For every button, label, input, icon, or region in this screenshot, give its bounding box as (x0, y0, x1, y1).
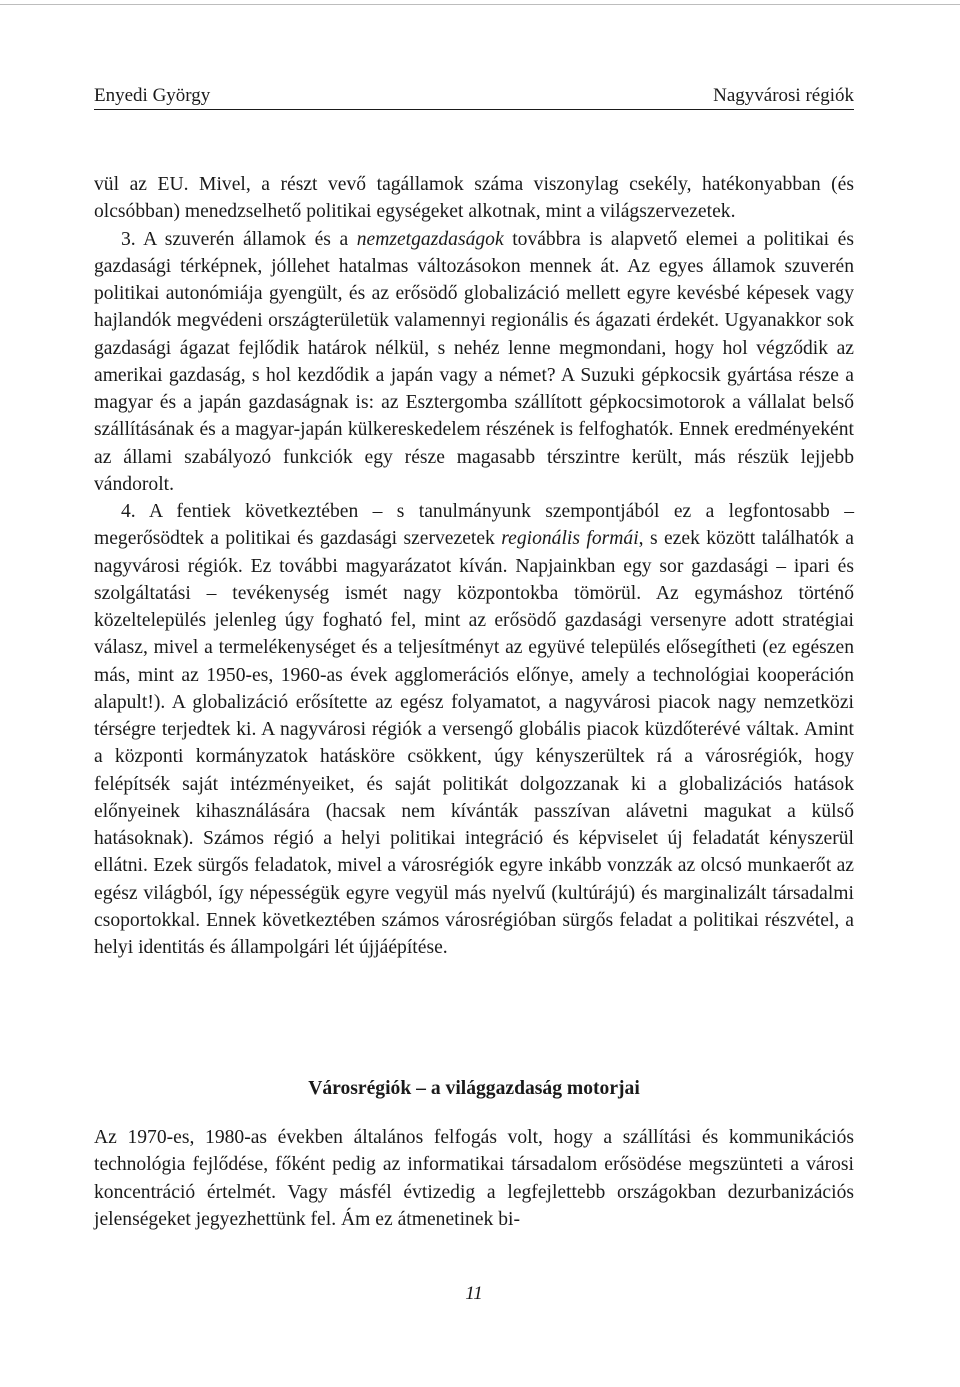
header-author: Enyedi György (94, 85, 211, 106)
emphasis-text: regionális formái (501, 528, 639, 550)
body-text (94, 171, 854, 961)
running-header (94, 81, 854, 110)
emphasis-text: nemzetgazdaságok (356, 228, 504, 250)
paragraph-text: , s ezek között találhatók a nagyvárosi régiók. Ez további magyarázatot kíván. Napjainkban egy sor gazdasági – ipari és szolgáltatási – tevékenység ismét nagy központokba tömörül. Az egymáshoz történő közeltelepülés jelenleg úgy fogható fel, mint az erősödő gazdasági versenyre adott stratégiai válasz, mivel a termelékenységet és a teljesítményt az együvé település elősegítheti (ez egészen más, mint az 1950-es, 1960-as évek agglomerációs előnye, amely a technológiai kooperáción alapult!). A globalizáció erősítette az egész folyamatot, a nagyvárosi piacok nagy nemzetközi térségre terjedtek ki. A nagyvárosi régiók a versengő globális piacok küzdőterévé váltak. Amint a központi kormányzatok hatásköre csökkent, úgy kényszerültek rá a városrégiók, hogy felépítsék saját intézményeiket, és saját politikát dolgozzanak ki a globalizációs hatások előnyeinek kihasználására (hacsak nem kívánták passzívan alávetni magukat a külső hatásoknak). Számos régió a helyi politikai integráció és képviselet új feladatát kényszerül ellátni. Ezek sürgős feladatok, mivel a városrégiók egyre inkább vonzzák az olcsó munkaerőt az egész világból, így népességük egyre vegyül más nyelvű (kultúrájú) és marginalizált társadalmi csoportokkal. Ennek következtében számos városrégióban sürgős feladat a politikai részvétel, a helyi identitás és állampolgári lét újjáépítése. (94, 528, 854, 958)
scan-top-rule (0, 4, 960, 5)
paragraph-text: 4. A fentiek következtében – s tanulmányunk szempontjából ez a legfontosabb – megerősödtek a politikai és gazdasági szervezetek (94, 501, 854, 550)
paragraph-text: 3. A szuverén államok és a (121, 228, 357, 250)
paragraph-text: vül az EU. Mivel, a részt vevő tagállamok száma viszonylag csekély, hatékonyabban (és olcsóbban) menedzselhető politikai egységeket alkotnak, mint a világszervezetek. (94, 174, 854, 223)
paragraph-point-3 (94, 226, 854, 499)
section-paragraph: Az 1970-es, 1980-as években általános felfogás volt, hogy a szállítási és kommunikációs technológia fejlődése, főként pedig az informatikai társadalom erősödése megszünteti a városi koncentráció értelmét. Vagy másfél évtizedig a legfejlettebb országokban dezurbanizációs jelenségeket jegyezhettünk fel. Ám ez átmenetinek bi- (94, 1127, 854, 1230)
page-number: 11 (465, 1283, 483, 1304)
header-title: Nagyvárosi régiók (713, 85, 854, 106)
paragraph-point-4 (94, 498, 854, 961)
paragraph-continuation (94, 171, 854, 226)
paragraph-text: továbbra is alapvető elemei a politikai és gazdasági térképnek, jóllehet hatalmas változásokon mennek át. Az egyes államok szuverén politikai autonómiája gyengült, és az erősödő globalizáció mellett egyre kevésbé képesek vagy hajlandók megvédeni országterületük valamennyi regionális és ágazati érdekét. Ugyanakkor sok gazdasági ágazat fejlődik határok nélkül, s nehéz lenne megmondani, hogy hol végződik az amerikai gazdaság, s hol kezdődik a japán vagy a német? A Suzuki gépkocsik gyártása része a magyar és a japán gazdaságnak is: az Esztergomba szállított gépkocsimotorok a vállalat belső szállításának és a magyar-japán külkereskedelem részének is felfoghatók. Ennek eredményeként az állami szabályozó funkciók egy része magasabb térszintre került, más részük lejjebb vándorolt. (94, 228, 854, 495)
section-heading: Városrégiók – a világgazdaság motorjai (308, 1078, 640, 1099)
